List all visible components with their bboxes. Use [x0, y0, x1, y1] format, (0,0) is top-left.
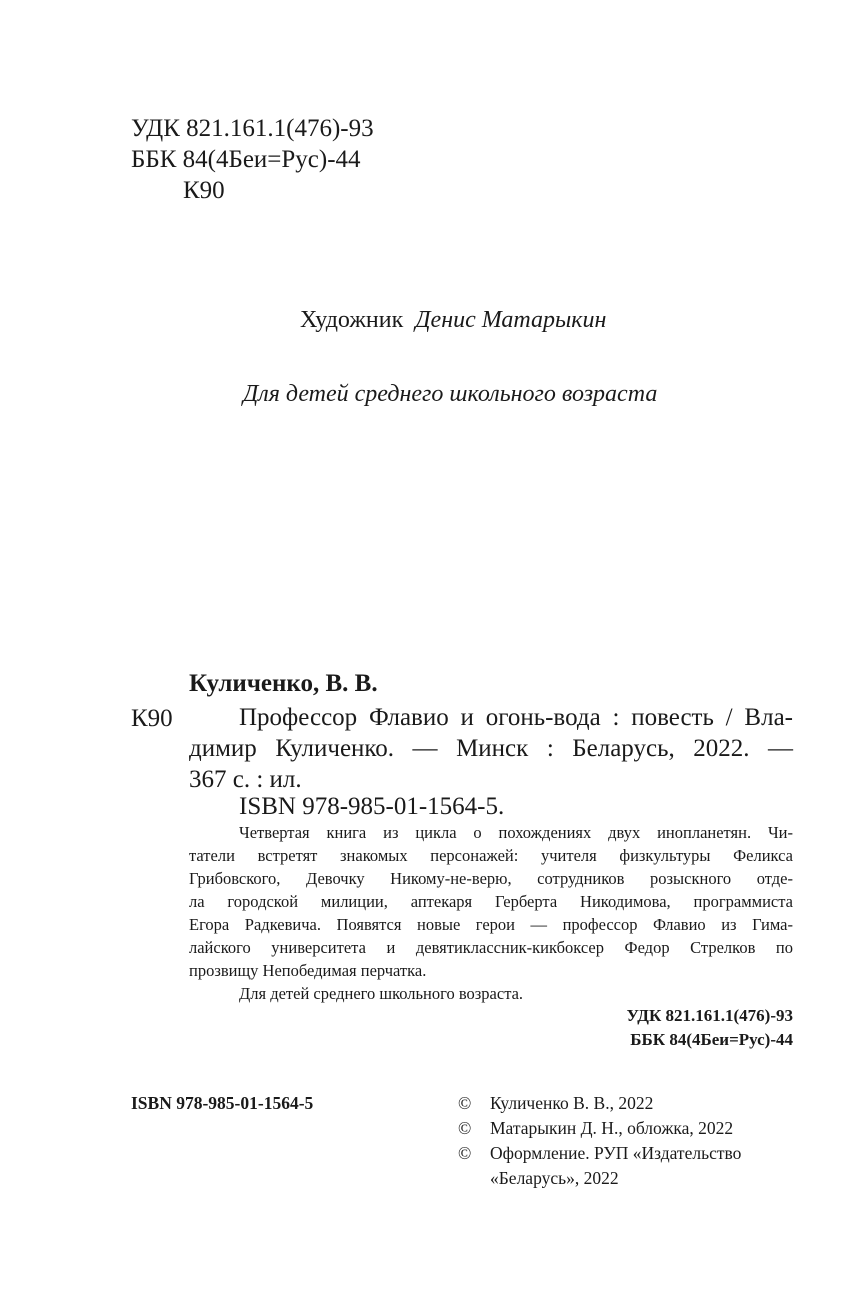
copyright-symbol: © [458, 1093, 472, 1113]
copyright-text: Куличенко В. В., 2022 [490, 1093, 654, 1113]
age-label: Для детей среднего школьного возраста [243, 381, 658, 407]
catalog-codes [626, 1004, 793, 1052]
annotation-line: прозвищу Непобедимая перчатка. [189, 961, 427, 980]
annotation-line: Егора Радкевича. Появятся новые герои — профессор Флавио из Гима- [189, 915, 793, 934]
catalog-author-heading: Куличенко, В. В. [189, 670, 378, 697]
annotation-line: Грибовского, Девочку Никому-не-верю, сотрудников розыскного отде- [189, 869, 793, 888]
copyright-entry [458, 1091, 741, 1116]
copyright-symbol: © [458, 1118, 472, 1138]
copyright-text: «Беларусь», 2022 [490, 1168, 619, 1188]
copyright-block [458, 1091, 741, 1191]
udk-code: УДК 821.161.1(476)-93 [131, 115, 374, 142]
illustrator-credit [300, 307, 606, 334]
catalog-isbn: ISBN 978-985-01-1564-5. [239, 793, 505, 820]
copyright-text: Матарыкин Д. Н., обложка, 2022 [490, 1118, 734, 1138]
annotation [189, 821, 793, 1005]
illustrator-name: Денис Матарыкин [415, 307, 607, 333]
copyright-symbol: © [458, 1143, 472, 1163]
bibliographic-description [189, 702, 793, 795]
copyright-entry-continuation [458, 1166, 741, 1191]
age-note: Для детей среднего школьного возраста. [239, 984, 524, 1003]
annotation-line: татели встретят знакомых персонажей: учителя физкультуры Феликса [189, 846, 793, 865]
annotation-line: Четвертая книга из цикла о похождениях двух инопланетян. Чи- [239, 823, 793, 842]
copyright-text: Оформление. РУП «Издательство [490, 1143, 742, 1163]
illustrator-role: Художник [300, 307, 404, 333]
catalog-author-mark: К90 [131, 705, 173, 732]
catalog-udk: УДК 821.161.1(476)-93 [626, 1006, 793, 1025]
bbk-code: ББК 84(4Беи=Рус)-44 [131, 146, 361, 173]
description-line: 367 с. : ил. [189, 766, 302, 793]
description-line: димир Куличенко. — Минск : Беларусь, 2022. — [189, 735, 793, 762]
copyright-entry [458, 1116, 741, 1141]
copyright-entry [458, 1141, 741, 1166]
annotation-line: лайского университета и девятиклассник-кикбоксер Федор Стрелков по [189, 938, 793, 957]
catalog-bbk: ББК 84(4Беи=Рус)-44 [630, 1030, 793, 1049]
author-mark: К90 [183, 177, 225, 204]
top-classification-codes [131, 113, 374, 206]
annotation-line: ла городской милиции, аптекаря Герберта Никодимова, программиста [189, 892, 793, 911]
isbn-number: ISBN 978-985-01-1564-5 [131, 1093, 314, 1113]
description-line: Профессор Флавио и огонь-вода : повесть / Вла- [239, 704, 793, 731]
